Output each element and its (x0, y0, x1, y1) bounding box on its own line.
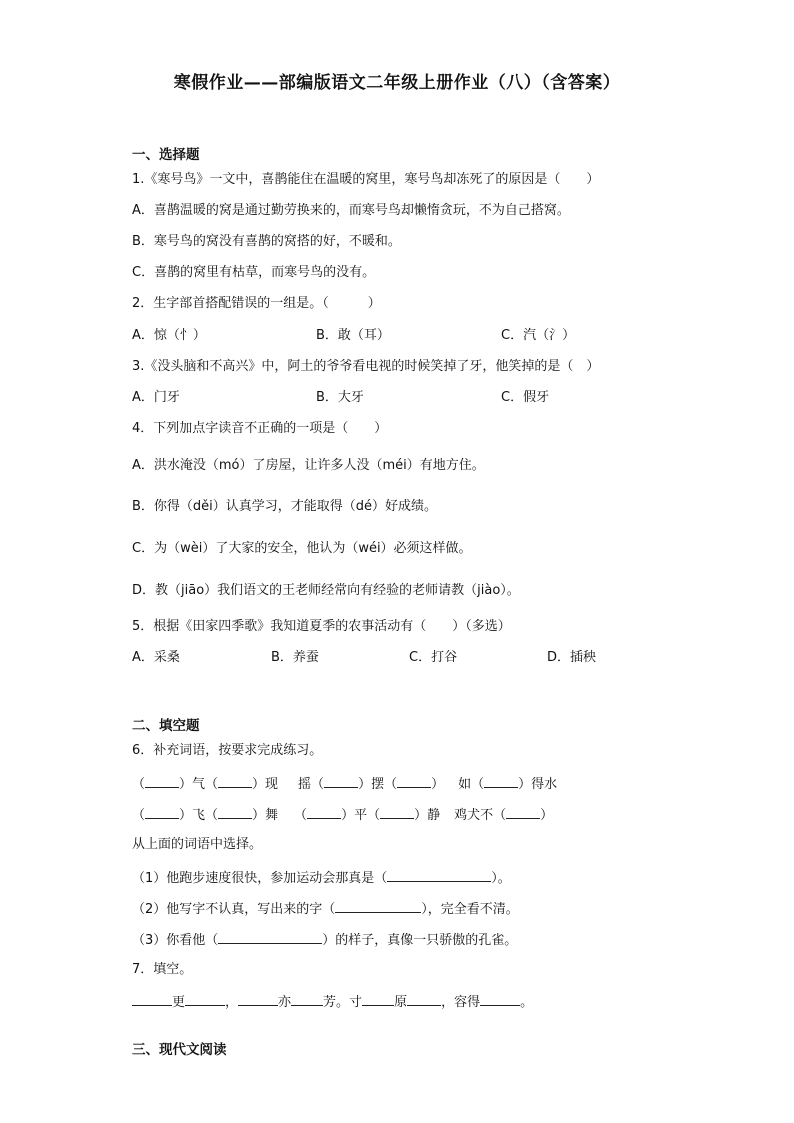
question-5-option-a: A．采桑 (132, 650, 180, 665)
question-4-option-b: B．你得（děi）认真学习，才能取得（dé）好成绩。 (132, 499, 438, 514)
fill-blank[interactable] (380, 806, 414, 819)
idiom-text: ）平（ (341, 808, 381, 823)
idiom-text: ）飞（ (179, 808, 219, 823)
fill-blank[interactable] (484, 775, 518, 788)
fill-blank[interactable] (480, 993, 520, 1006)
section-heading-choice: 一、选择题 (132, 147, 200, 163)
idiom-text: ）舞 (252, 808, 279, 823)
fill-blank[interactable] (397, 775, 431, 788)
question-5-option-b: B．养蚕 (271, 650, 319, 665)
sentence-text: ）的样子，真像一只骄傲的孔雀。 (322, 933, 518, 948)
fill-blank[interactable] (324, 775, 358, 788)
fill-blank[interactable] (218, 775, 252, 788)
question-3-stem: 3.《没头脑和不高兴》中，阿土的爷爷看电视的时候笑掉了牙，他笑掉的是（ ） (132, 359, 600, 374)
fill-blank[interactable] (291, 993, 323, 1006)
idiom-text: 鸡犬不（ (454, 808, 507, 823)
idiom-text: 摇（ (298, 777, 325, 792)
question-6-stem: 6．补充词语，按要求完成练习。 (132, 743, 323, 758)
poem-text: ， (225, 995, 239, 1010)
sentence-text: ），完全看不清。 (421, 902, 519, 917)
question-2-option-a: A．惊（忄） (132, 328, 206, 343)
idiom-text: ）摆（ (358, 777, 398, 792)
fill-blank[interactable] (185, 993, 225, 1006)
idiom-text: ）现 (252, 777, 279, 792)
fill-blank[interactable] (362, 993, 394, 1006)
question-5-option-c: C．打谷 (409, 650, 458, 665)
fill-blank[interactable] (307, 806, 341, 819)
question-5-option-d: D．插秧 (547, 650, 597, 665)
question-7-stem: 7．填空。 (132, 962, 193, 977)
question-6-instruction: 从上面的词语中选择。 (132, 837, 263, 852)
idiom-text: ） (540, 808, 554, 823)
idiom-text: （ (294, 808, 308, 823)
poem-text: 亦 (278, 995, 292, 1010)
poem-text: 。 (520, 995, 534, 1010)
question-2-option-c: C．汽（氵） (501, 328, 576, 343)
sentence-text: （3）你看他（ (132, 933, 219, 948)
poem-text: 原 (394, 995, 408, 1010)
sentence-text: （1）他跑步速度很快，参加运动会那真是（ (132, 871, 388, 886)
idiom-text: ）气（ (179, 777, 219, 792)
fill-blank[interactable] (506, 806, 540, 819)
idiom-text: ） (431, 777, 445, 792)
poem-text: ，容得 (441, 995, 481, 1010)
poem-text: 更 (172, 995, 186, 1010)
fill-blank[interactable] (407, 993, 441, 1006)
question-4-option-a: A．洪水淹没（mó）了房屋，让许多人没（méi）有地方住。 (132, 458, 485, 473)
idiom-text: ）静 (414, 808, 441, 823)
fill-blank[interactable] (145, 775, 179, 788)
question-1-option-c: C．喜鹊的窝里有枯草，而寒号鸟的没有。 (132, 265, 376, 280)
question-3-option-b: B．大牙 (316, 390, 364, 405)
question-4-option-d: D．教（jiāo）我们语文的王老师经常向有经验的老师请教（jiào）。 (132, 583, 520, 598)
idiom-text: 如（ (458, 777, 485, 792)
fill-blank[interactable] (387, 869, 491, 882)
question-4-option-c: C．为（wèi）了大家的安全，他认为（wéi）必须这样做。 (132, 541, 472, 556)
sentence-text: ）。 (491, 871, 511, 886)
idiom-text: （ (132, 777, 146, 792)
idiom-row-1 (132, 775, 557, 793)
question-3-option-c: C．假牙 (501, 390, 550, 405)
fill-blank[interactable] (335, 900, 421, 913)
question-6-sentence-2 (132, 900, 519, 918)
fill-blank[interactable] (218, 806, 252, 819)
idiom-row-2 (132, 806, 553, 824)
sentence-text: （2）他写字不认真，写出来的字（ (132, 902, 336, 917)
question-7-poem-line (132, 993, 533, 1011)
idiom-text: （ (132, 808, 146, 823)
question-2-stem: 2．生字部首搭配错误的一组是。（ ） (132, 296, 381, 311)
question-4-stem: 4．下列加点字读音不正确的一项是（ ） (132, 421, 388, 436)
section-heading-fill: 二、填空题 (132, 718, 200, 734)
fill-blank[interactable] (132, 993, 172, 1006)
question-1-option-a: A．喜鹊温暖的窝是通过勤劳换来的，而寒号鸟却懒惰贪玩，不为自己搭窝。 (132, 203, 570, 218)
question-5-stem: 5．根据《田家四季歌》我知道夏季的农事活动有（ ）（多选） (132, 619, 511, 634)
section-heading-reading: 三、现代文阅读 (132, 1042, 227, 1058)
question-1-stem: 1.《寒号鸟》一文中，喜鹊能住在温暖的窝里，寒号鸟却冻死了的原因是（ ） (132, 172, 600, 187)
question-6-sentence-1 (132, 869, 511, 887)
fill-blank[interactable] (238, 993, 278, 1006)
fill-blank[interactable] (145, 806, 179, 819)
question-6-sentence-3 (132, 931, 517, 949)
idiom-text: ）得水 (518, 777, 558, 792)
fill-blank[interactable] (218, 931, 322, 944)
poem-text: 芳。寸 (323, 995, 363, 1010)
question-3-option-a: A．门牙 (132, 390, 180, 405)
page-title: 寒假作业——部编版语文二年级上册作业（八）（含答案） (173, 73, 621, 93)
question-2-option-b: B．敢（耳） (316, 328, 390, 343)
question-1-option-b: B．寒号鸟的窝没有喜鹊的窝搭的好，不暖和。 (132, 234, 401, 249)
